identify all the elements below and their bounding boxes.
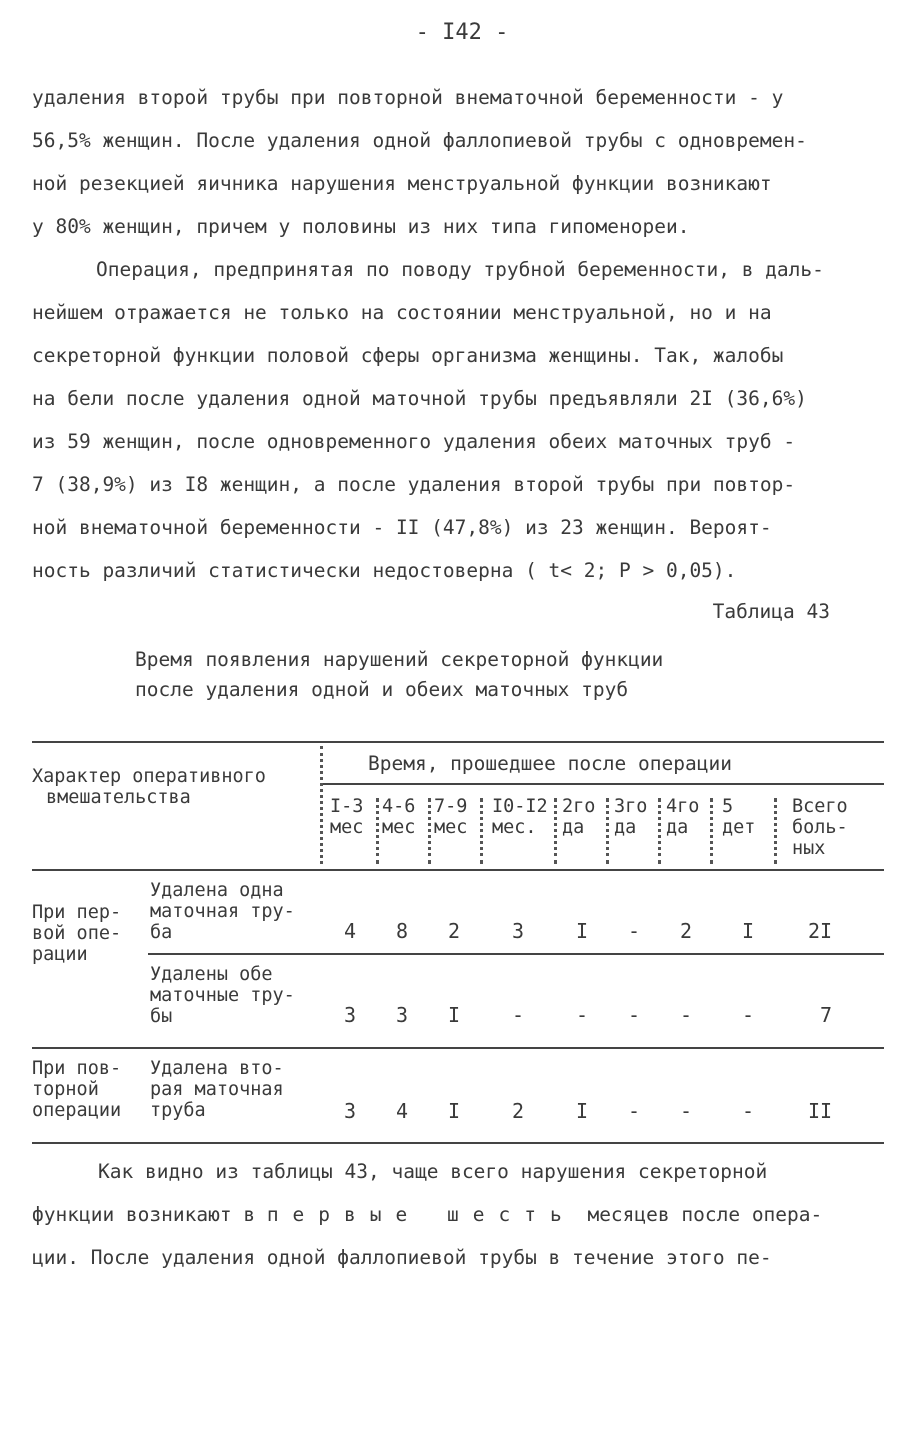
header-left: Характер оперативного: [32, 766, 266, 787]
paragraph-line: ной внематочной беременности - II (47,8%) из 23 женщин. Вероят-: [32, 516, 772, 539]
paragraph-line: ность различий статистически недостоверна ( t< 2; P > 0,05).: [32, 559, 737, 582]
header-top: Время, прошедшее после операции: [368, 752, 732, 775]
emphasized-text: первые шесть: [266, 1203, 576, 1226]
table-cell: -: [679, 1003, 693, 1027]
column-separator: [606, 798, 609, 864]
column-separator: [376, 798, 379, 864]
paragraph-line: 7 (38,9%) из I8 женщин, а после удаления второй трубы при повтор-: [32, 473, 796, 496]
paragraph-line: у 80% женщин, причем у половины из них типа гипоменореи.: [32, 215, 690, 238]
table-cell: I: [575, 1099, 589, 1123]
paragraph-line: на бели после удаления одной маточной трубы предъявляли 2I (36,6%): [32, 387, 807, 410]
table-group-rule: [32, 1047, 884, 1049]
header-left: вмешательства: [46, 787, 191, 808]
table-cell: I: [447, 1003, 461, 1027]
table-cell: -: [741, 1099, 755, 1123]
paragraph-line: 56,5% женщин. После удаления одной фаллопиевой трубы с одновремен-: [32, 129, 807, 152]
table-cell: 2: [679, 919, 693, 943]
table-cell: 3: [511, 919, 525, 943]
paragraph-line: из 59 женщин, после одновременного удаления обеих маточных труб -: [32, 430, 796, 453]
paragraph-line: ции. После удаления одной фаллопиевой трубы в течение этого пе-: [32, 1246, 772, 1269]
table-header-rule: [322, 783, 884, 785]
table-cell: 4: [395, 1099, 409, 1123]
table-cell: -: [575, 1003, 589, 1027]
paragraph-line: функции возникают в первые шесть месяцев после опера-: [32, 1203, 823, 1226]
column-separator: [554, 798, 557, 864]
table-cell: 3: [395, 1003, 409, 1027]
table-cell: -: [679, 1099, 693, 1123]
paragraph-2: [32, 248, 892, 592]
table-cell: -: [511, 1003, 525, 1027]
table-row-rule: [148, 953, 884, 955]
column-separator: [428, 798, 431, 864]
table-cell: -: [627, 1003, 641, 1027]
table-cell: -: [741, 1003, 755, 1027]
col-header-7: 4го да: [666, 796, 700, 838]
col-header-9: Всего боль- ных: [792, 796, 848, 859]
table-top-rule: [32, 741, 884, 743]
table-header-bottom-rule: [32, 869, 884, 871]
column-separator: [320, 746, 323, 864]
paragraph-3: [32, 1150, 892, 1279]
col-header-3: 7-9 мес: [434, 796, 468, 838]
table-cell: 2I: [807, 919, 833, 943]
table-cell: II: [807, 1099, 833, 1123]
paragraph-line: Как видно из таблицы 43, чаще всего нарушения секреторной: [98, 1160, 768, 1183]
col-header-2: 4-6 мес: [382, 796, 416, 838]
row-label: Удалена одна маточная тру- ба: [150, 880, 295, 943]
column-separator: [710, 798, 713, 864]
table-cell: -: [627, 1099, 641, 1123]
col-header-5: 2го да: [562, 796, 596, 838]
paragraph-1: [32, 76, 892, 248]
column-separator: [774, 798, 777, 864]
paragraph-line: секреторной функции половой сферы организма женщины. Так, жалобы: [32, 344, 784, 367]
col-header-6: 3го да: [614, 796, 648, 838]
col-header-4: I0-I2 мес.: [492, 796, 548, 838]
table-title-line: Время появления нарушений секреторной функции: [135, 648, 664, 671]
table-cell: 3: [343, 1099, 357, 1123]
col-header-8: 5 дет: [722, 796, 756, 838]
table-bottom-rule: [32, 1142, 884, 1144]
group-label-first-operation: При пер- вой опе- рации: [32, 902, 122, 965]
page-number: - I42 -: [415, 20, 509, 45]
paragraph-line: нейшем отражается не только на состоянии менструальной, но и на: [32, 301, 772, 324]
table-cell: 2: [447, 919, 461, 943]
row-label: Удалены обе маточные тру- бы: [150, 964, 295, 1027]
group-label-repeat-operation: При пов- торной операции: [32, 1058, 122, 1121]
col-header-1: I-3 мес: [330, 796, 364, 838]
paragraph-line: ной резекцией яичника нарушения менструальной функции возникают: [32, 172, 772, 195]
row-label: Удалена вто- рая маточная труба: [150, 1058, 284, 1121]
table-cell: 8: [395, 919, 409, 943]
table-cell: 3: [343, 1003, 357, 1027]
table-label: Таблица 43: [712, 600, 830, 623]
table-cell: I: [575, 919, 589, 943]
table-cell: -: [627, 919, 641, 943]
table-cell: I: [741, 919, 755, 943]
table-title-line: после удаления одной и обеих маточных труб: [135, 678, 629, 701]
table-cell: 4: [343, 919, 357, 943]
paragraph-line: удаления второй трубы при повторной внематочной беременности - у: [32, 86, 784, 109]
table-cell: I: [447, 1099, 461, 1123]
column-separator: [658, 798, 661, 864]
table-cell: 2: [511, 1099, 525, 1123]
paragraph-line: Операция, предпринятая по поводу трубной беременности, в даль-: [96, 258, 824, 281]
column-separator: [480, 798, 483, 864]
table-cell: 7: [819, 1003, 833, 1027]
